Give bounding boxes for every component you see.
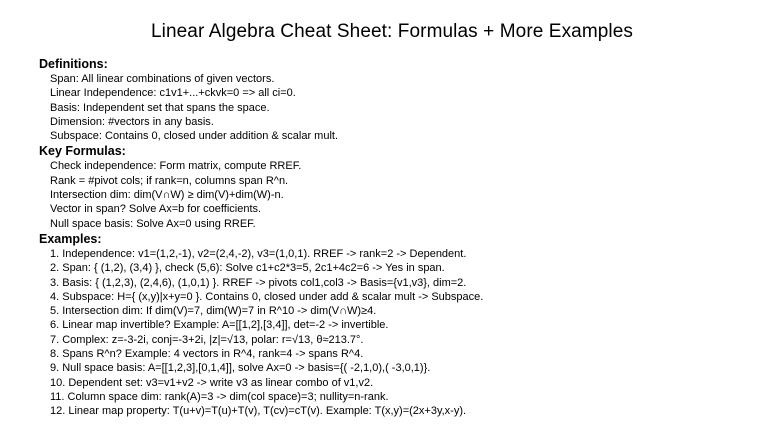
examples-item: 7. Complex: z=-3-2i, conj=-3+2i, |z|=√13, polar: r=√13, θ≈213.7°.	[50, 333, 364, 346]
definitions-section	[39, 56, 779, 143]
definitions-heading: Definitions:	[39, 57, 108, 71]
examples-heading: Examples:	[39, 231, 102, 246]
key-formulas-item: Rank = #pivot cols; if rank=n, columns span R^n.	[50, 174, 289, 187]
examples-item: 3. Basis: { (1,2,3), (2,4,6), (1,0,1) }. RREF -> pivots col1,col3 -> Basis={v1,v3}, dim=2.	[50, 276, 467, 289]
definitions-item: Dimension: #vectors in any basis.	[50, 115, 214, 128]
examples-item: 4. Subspace: H={ (x,y)|x+y=0 }. Contains 0, closed under add & scalar mult -> Subspace.	[50, 290, 484, 303]
definitions-item: Linear Independence: c1v1+...+ckvk=0 => all ci=0.	[50, 87, 296, 100]
page-title: Linear Algebra Cheat Sheet: Formulas + More Examples	[150, 21, 634, 42]
examples-item: 6. Linear map invertible? Example: A=[[1,2],[3,4]], det=-2 -> invertible.	[50, 319, 389, 332]
definitions-list	[39, 72, 779, 143]
key-formulas-section	[39, 143, 779, 230]
definitions-item: Subspace: Contains 0, closed under addition & scalar mult.	[50, 130, 338, 143]
examples-item: 9. Null space basis: A=[[1,2,3],[0,1,4]], solve Ax=0 -> basis={( -2,1,0),( -3,0,1)}.	[50, 362, 431, 375]
examples-item: 2. Span: { (1,2), (3,4) }, check (5,6): Solve c1+c2*3=5, 2c1+4c2=6 -> Yes in span.	[50, 262, 445, 275]
examples-item: 11. Column space dim: rank(A)=3 -> dim(col space)=3; nullity=n-rank.	[50, 390, 389, 403]
key-formulas-list	[39, 159, 779, 230]
key-formulas-heading: Key Formulas:	[39, 144, 126, 159]
examples-item: 8. Spans R^n? Example: 4 vectors in R^4, rank=4 -> spans R^4.	[50, 348, 364, 361]
key-formulas-item: Intersection dim: dim(V∩W) ≥ dim(V)+dim(W)-n.	[50, 189, 284, 202]
cheat-sheet-content	[39, 56, 779, 419]
definitions-item: Span: All linear combinations of given vectors.	[50, 73, 275, 85]
examples-item: 12. Linear map property: T(u+v)=T(u)+T(v), T(cv)=cT(v). Example: T(x,y)=(2x+3y,x-y).	[50, 405, 467, 418]
key-formulas-item: Vector in span? Solve Ax=b for coefficients.	[50, 203, 262, 216]
key-formulas-item: Check independence: Form matrix, compute RREF.	[50, 160, 302, 173]
definitions-item: Basis: Independent set that spans the space.	[50, 101, 270, 114]
examples-item: 5. Intersection dim: If dim(V)=7, dim(W)=7 in R^10 -> dim(V∩W)≥4.	[50, 305, 377, 318]
examples-item: 10. Dependent set: v3=v1+v2 -> write v3 as linear combo of v1,v2.	[50, 376, 374, 389]
key-formulas-item: Null space basis: Solve Ax=0 using RREF.	[50, 217, 256, 230]
examples-list	[39, 247, 779, 419]
examples-section	[39, 231, 779, 419]
examples-item: 1. Independence: v1=(1,2,-1), v2=(2,4,-2), v3=(1,0,1). RREF -> rank=2 -> Dependent.	[50, 247, 467, 260]
